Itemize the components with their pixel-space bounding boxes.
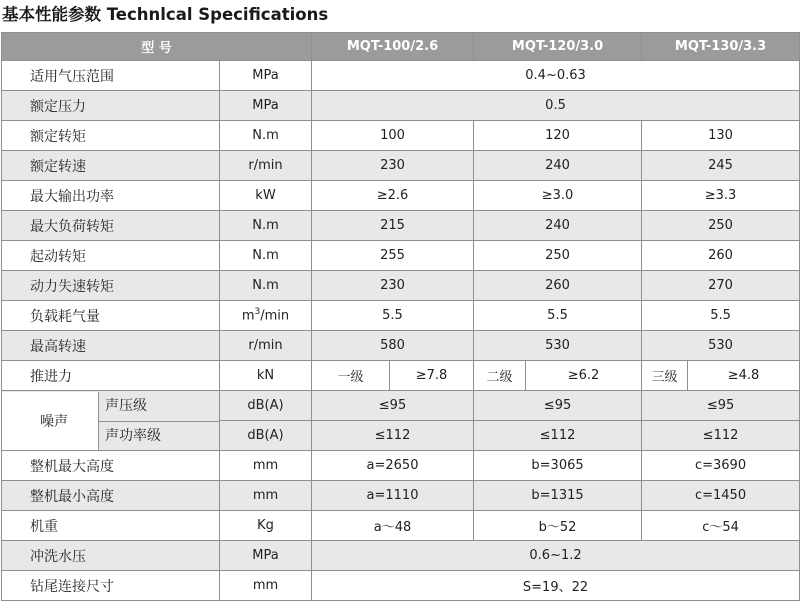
value-model-2: 240 xyxy=(474,151,642,181)
table-row xyxy=(2,181,800,211)
table-row xyxy=(2,61,800,91)
parameter-name: 推进力 xyxy=(2,361,220,391)
merged-value: 0.6~1.2 xyxy=(312,541,800,571)
value-model-1: 5.5 xyxy=(312,301,474,331)
sub-parameter-name: 声功率级 xyxy=(99,422,219,450)
value-model-1: a～48 xyxy=(312,511,474,541)
value-model-3: 530 xyxy=(642,331,800,361)
table-row xyxy=(2,541,800,571)
specifications-table xyxy=(1,32,800,601)
unit-superscript: 3 xyxy=(254,307,261,318)
parameter-unit: kW xyxy=(220,181,312,211)
parameter-name: 最大输出功率 xyxy=(2,181,220,211)
parameter-unit: r/min xyxy=(220,331,312,361)
parameter-unit: MPa xyxy=(220,61,312,91)
parameter-name: 额定压力 xyxy=(2,91,220,121)
value-model-3: 270 xyxy=(642,271,800,301)
table-row xyxy=(2,481,800,511)
model-header-3: MQT-130/3.3 xyxy=(642,33,800,61)
value-model-1: ≤95 xyxy=(312,391,474,421)
parameter-name: 机重 xyxy=(2,511,220,541)
value-model-1: 580 xyxy=(312,331,474,361)
value-model-1: ≥7.8 xyxy=(390,361,474,391)
table-row xyxy=(2,121,800,151)
value-model-2: 530 xyxy=(474,331,642,361)
unit-rest: /min xyxy=(260,308,290,324)
noise-group-cell xyxy=(2,391,220,451)
value-model-2: b=3065 xyxy=(474,451,642,481)
level-label-1: 一级 xyxy=(312,361,390,391)
model-header: 型 号 xyxy=(2,33,312,61)
parameter-name: 整机最大高度 xyxy=(2,451,220,481)
value-model-1: ≥2.6 xyxy=(312,181,474,211)
table-row xyxy=(2,571,800,601)
value-model-3: c～54 xyxy=(642,511,800,541)
value-model-1: 230 xyxy=(312,271,474,301)
model-header-2: MQT-120/3.0 xyxy=(474,33,642,61)
sub-parameter-name: 声压级 xyxy=(99,392,219,422)
value-model-2: 5.5 xyxy=(474,301,642,331)
value-model-3: c=1450 xyxy=(642,481,800,511)
value-model-3: ≥4.8 xyxy=(688,361,800,391)
value-model-3: 260 xyxy=(642,241,800,271)
value-model-3: 250 xyxy=(642,211,800,241)
parameter-name: 最大负荷转矩 xyxy=(2,211,220,241)
parameter-unit: N.m xyxy=(220,121,312,151)
value-model-1: 255 xyxy=(312,241,474,271)
parameter-unit: MPa xyxy=(220,541,312,571)
value-model-1: ≤112 xyxy=(312,421,474,451)
table-row xyxy=(2,91,800,121)
parameter-unit: mm xyxy=(220,481,312,511)
value-model-2: 250 xyxy=(474,241,642,271)
parameter-unit: Kg xyxy=(220,511,312,541)
parameter-unit: N.m xyxy=(220,211,312,241)
value-model-3: ≤112 xyxy=(642,421,800,451)
parameter-name: 负载耗气量 xyxy=(2,301,220,331)
merged-value: 0.4~0.63 xyxy=(312,61,800,91)
page-title: 基本性能参数 Technlcal Specifications xyxy=(2,5,329,24)
model-header-1: MQT-100/2.6 xyxy=(312,33,474,61)
parameter-name: 动力失速转矩 xyxy=(2,271,220,301)
value-model-2: ≤95 xyxy=(474,391,642,421)
value-model-1: 215 xyxy=(312,211,474,241)
table-row xyxy=(2,301,800,331)
table-row xyxy=(2,331,800,361)
parameter-unit: dB(A) xyxy=(220,421,312,451)
value-model-3: 130 xyxy=(642,121,800,151)
value-model-2: 260 xyxy=(474,271,642,301)
value-model-2: ≤112 xyxy=(474,421,642,451)
parameter-unit: r/min xyxy=(220,151,312,181)
parameter-name: 钻尾连接尺寸 xyxy=(2,571,220,601)
value-model-3: 5.5 xyxy=(642,301,800,331)
parameter-unit: MPa xyxy=(220,91,312,121)
table-row xyxy=(2,151,800,181)
parameter-name: 起动转矩 xyxy=(2,241,220,271)
parameter-name: 整机最小高度 xyxy=(2,481,220,511)
merged-value: 0.5 xyxy=(312,91,800,121)
level-label-2: 二级 xyxy=(474,361,526,391)
parameter-unit: mm xyxy=(220,571,312,601)
parameter-unit xyxy=(220,301,312,331)
noise-group-label: 噪声 xyxy=(2,392,99,450)
table-row xyxy=(2,211,800,241)
value-model-1: a=2650 xyxy=(312,451,474,481)
merged-value: S=19、22 xyxy=(312,571,800,601)
value-model-3: 245 xyxy=(642,151,800,181)
value-model-2: 120 xyxy=(474,121,642,151)
parameter-unit: N.m xyxy=(220,241,312,271)
table-row xyxy=(2,451,800,481)
table-row xyxy=(2,271,800,301)
value-model-2: 240 xyxy=(474,211,642,241)
table-header-row xyxy=(2,33,800,61)
parameter-unit: dB(A) xyxy=(220,391,312,421)
parameter-name: 额定转速 xyxy=(2,151,220,181)
value-model-3: ≥3.3 xyxy=(642,181,800,211)
table-row xyxy=(2,241,800,271)
table-row xyxy=(2,511,800,541)
table-row xyxy=(2,391,800,421)
parameter-name: 适用气压范围 xyxy=(2,61,220,91)
parameter-name: 冲洗水压 xyxy=(2,541,220,571)
value-model-1: 230 xyxy=(312,151,474,181)
parameter-name: 额定转矩 xyxy=(2,121,220,151)
value-model-2: ≥6.2 xyxy=(526,361,642,391)
value-model-2: ≥3.0 xyxy=(474,181,642,211)
value-model-2: b=1315 xyxy=(474,481,642,511)
table-row xyxy=(2,361,800,391)
value-model-3: ≤95 xyxy=(642,391,800,421)
level-label-3: 三级 xyxy=(642,361,688,391)
parameter-unit: kN xyxy=(220,361,312,391)
value-model-1: 100 xyxy=(312,121,474,151)
value-model-3: c=3690 xyxy=(642,451,800,481)
value-model-1: a=1110 xyxy=(312,481,474,511)
parameter-name: 最高转速 xyxy=(2,331,220,361)
parameter-unit: N.m xyxy=(220,271,312,301)
value-model-2: b～52 xyxy=(474,511,642,541)
unit-base: m xyxy=(241,308,255,324)
parameter-unit: mm xyxy=(220,451,312,481)
